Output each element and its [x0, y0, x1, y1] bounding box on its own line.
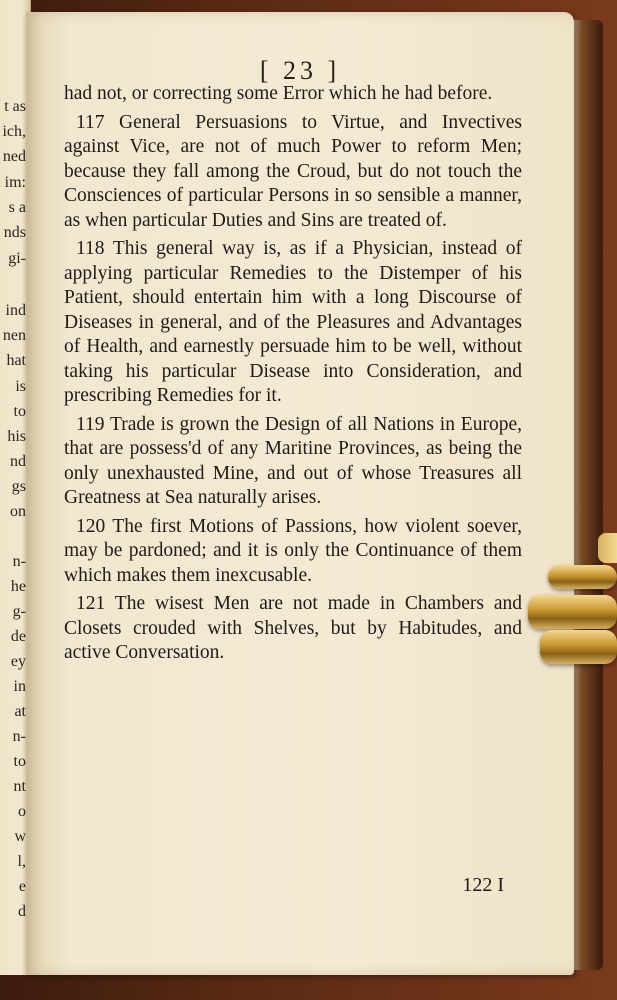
- facing-fragment: g-: [12, 603, 26, 620]
- paragraph-text: The wisest Men are not made in Chambers and Closets crouded with Shelves, but by Habitudes, and active Conversation.: [64, 593, 522, 663]
- facing-fragment: n-: [12, 553, 26, 570]
- facing-fragment: ind: [5, 302, 26, 319]
- facing-fragment: w: [14, 828, 26, 845]
- paragraph-number: 118: [76, 238, 105, 259]
- paragraph-number: 119: [76, 413, 105, 435]
- facing-fragment: de: [10, 628, 26, 645]
- facing-fragment: o: [18, 803, 26, 820]
- paragraph: [64, 237, 522, 409]
- page-number: [ 23 ]: [259, 56, 341, 85]
- paragraph-text: The first Motions of Passions, how violent soever, may be pardoned; and it is only the Continuance of them which makes them inexcusable.: [64, 515, 522, 586]
- facing-fragment: gi-: [8, 250, 26, 267]
- facing-fragment: n-: [12, 728, 26, 745]
- facing-fragment: nd: [10, 453, 26, 470]
- paragraph-number: 120: [76, 515, 106, 537]
- facing-fragment: s a: [8, 199, 26, 216]
- paragraph-number: 117: [76, 111, 105, 133]
- paragraph: [64, 515, 522, 589]
- paragraph: [64, 413, 522, 511]
- facing-fragment: is: [15, 378, 26, 395]
- paragraph-text: had not, or correcting some Error which he had before.: [64, 83, 493, 104]
- paragraph-text: This general way is, as if a Physician, instead of applying particular Remedies to the Distemper of his Patient, should entertain him with a long Discourse of Diseases in general, and of the Pleasures and Advantages of Health, and earnestly persuade him to be well, without taking his particular Disease into Consideration, and prescribing Remedies for it.: [64, 238, 522, 406]
- paragraph-text: General Persuasions to Virtue, and Invectives against Vice, are not of much Power to reform Men; because they fall among the Croud, but do not touch the Consciences of particular Persons in so sensible a manner, as when particular Duties and Sins are treated of.: [64, 111, 523, 231]
- facing-fragment: his: [7, 428, 26, 445]
- facing-fragment: he: [10, 578, 26, 595]
- facing-fragment: e: [18, 878, 26, 895]
- brass-clasp-knob: [598, 533, 617, 563]
- brass-clasp: [540, 630, 617, 664]
- paragraph: [64, 592, 522, 666]
- brass-clasp: [548, 565, 617, 589]
- facing-fragment: nen: [2, 327, 26, 344]
- facing-fragment: l,: [17, 853, 26, 870]
- facing-fragment: nt: [13, 778, 26, 795]
- facing-fragment: to: [13, 403, 26, 420]
- facing-fragment: gs: [11, 478, 26, 495]
- paragraph: [64, 82, 522, 107]
- book-page: [26, 12, 574, 975]
- facing-fragment: im:: [4, 174, 26, 191]
- facing-fragment: at: [14, 703, 26, 720]
- catchword: 122 I: [462, 874, 504, 896]
- paragraph: [64, 111, 522, 234]
- page-text: [64, 82, 522, 670]
- facing-fragment: nds: [3, 224, 26, 241]
- paragraph-text: Trade is grown the Design of all Nations in Europe, that are possess'd of any Maritine Provinces, as being the only unexhausted Mine, and out of whose Treasures all Greatness at Sea naturally arises.: [64, 413, 522, 508]
- facing-fragment: in: [13, 678, 26, 695]
- facing-fragment: d: [18, 903, 26, 920]
- facing-fragment: ned: [2, 148, 26, 165]
- facing-fragment: ich,: [2, 123, 26, 140]
- facing-fragment: to: [13, 753, 26, 770]
- paragraph-number: 121: [76, 593, 106, 614]
- facing-fragment: t as: [4, 98, 26, 115]
- facing-fragment: hat: [6, 352, 26, 369]
- facing-fragment: on: [10, 503, 26, 520]
- brass-clasp: [528, 595, 617, 629]
- facing-fragment: ey: [10, 653, 26, 670]
